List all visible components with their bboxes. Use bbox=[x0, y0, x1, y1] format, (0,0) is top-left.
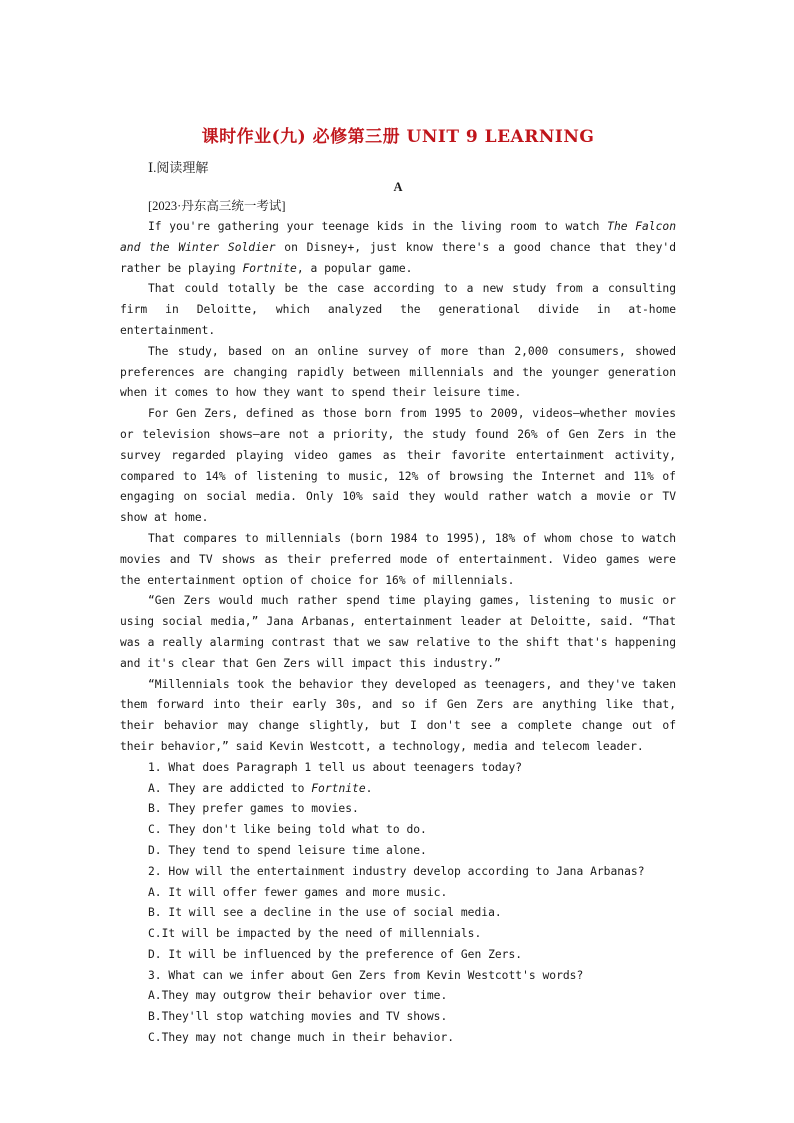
question-1-option-d: D. They tend to spend leisure time alone. bbox=[148, 843, 427, 857]
option-a-suffix: . bbox=[365, 781, 373, 795]
show-title: The Falcon and the Winter Soldier bbox=[120, 220, 677, 254]
section-label: Ⅰ.阅读理解 bbox=[148, 160, 209, 175]
game-title: Fortnite bbox=[242, 261, 297, 275]
question-1-option-a bbox=[120, 779, 676, 800]
question-1-option-b: B. They prefer games to movies. bbox=[148, 802, 359, 816]
question-3-option-b: B.They'll stop watching movies and TV shows. bbox=[148, 1010, 448, 1024]
worksheet-page bbox=[120, 118, 676, 1049]
paragraph-1-text-a: If you're gathering your teenage kids in the living room to watch bbox=[148, 220, 608, 233]
paragraph-2: That could totally be the case according to a new study from a consulting firm in Deloitte, which analyzed the generational divide in at-home entertainment. bbox=[120, 282, 676, 337]
paragraph-3: The study, based on an online survey of more than 2,000 consumers, showed preferences are changing rapidly between millennials and the younger generation when it comes to how they want to spend their leisure time. bbox=[120, 344, 676, 400]
passage-letter: A bbox=[393, 180, 403, 194]
question-1-stem: 1. What does Paragraph 1 tell us about teenagers today? bbox=[148, 760, 523, 774]
option-a-game-title: Fortnite bbox=[311, 781, 366, 795]
paragraph-7: “Millennials took the behavior they developed as teenagers, and they've taken them forward into their early 30s, and so if Gen Zers are anything like that, their behavior may change slightly, but I don't see a complete change out of their behavior,” said Kevin Westcott, a technology, media and telecom leader. bbox=[120, 677, 676, 753]
paragraph-4: For Gen Zers, defined as those born from 1995 to 2009, videos—whether movies or television shows—are not a priority, the study found 26% of Gen Zers in the survey regarded playing video games as their favorite entertainment activity, compared to 14% of listening to music, 12% of browsing the Internet and 11% of engaging on social media. Only 10% said they would rather watch a movie or TV show at home. bbox=[120, 407, 676, 525]
page-title: 课时作业(九) 必修第三册 UNIT 9 LEARNING bbox=[201, 127, 595, 147]
question-2-stem: 2. How will the entertainment industry develop according to Jana Arbanas? bbox=[148, 864, 645, 878]
question-3-option-c: C.They may not change much in their behavior. bbox=[148, 1031, 455, 1045]
question-2-option-d: D. It will be influenced by the preference of Gen Zers. bbox=[148, 947, 523, 961]
paragraph-1-text-c: , a popular game. bbox=[296, 261, 413, 275]
paragraph-6: “Gen Zers would much rather spend time playing games, listening to music or using social media,” Jana Arbanas, entertainment leader at Deloitte, said. “That was a really alarming contrast that we saw relative to the shift that's happening and it's clear that Gen Zers will impact this industry.” bbox=[120, 594, 676, 670]
paragraph-1-text-b: on Disney+, just know there's a good chance that they'd rather be playing bbox=[120, 240, 676, 275]
question-2-option-b: B. It will see a decline in the use of social media. bbox=[148, 906, 502, 920]
paragraph-1 bbox=[120, 217, 676, 279]
question-1-option-c: C. They don't like being told what to do. bbox=[148, 823, 427, 837]
paragraph-5: That compares to millennials (born 1984 to 1995), 18% of whom chose to watch movies and TV shows as their preferred mode of entertainment. Video games were the entertainment option of choice for 16% of millennials. bbox=[120, 531, 676, 587]
question-3-stem: 3. What can we infer about Gen Zers from Kevin Westcott's words? bbox=[148, 968, 584, 982]
question-2-option-c: C.It will be impacted by the need of millennials. bbox=[148, 927, 482, 941]
question-2-option-a: A. It will offer fewer games and more music. bbox=[148, 885, 448, 899]
option-a-text: A. They are addicted to bbox=[148, 781, 312, 795]
question-3-option-a: A.They may outgrow their behavior over time. bbox=[148, 989, 448, 1003]
source-line: [2023·丹东高三统一考试] bbox=[148, 199, 286, 213]
